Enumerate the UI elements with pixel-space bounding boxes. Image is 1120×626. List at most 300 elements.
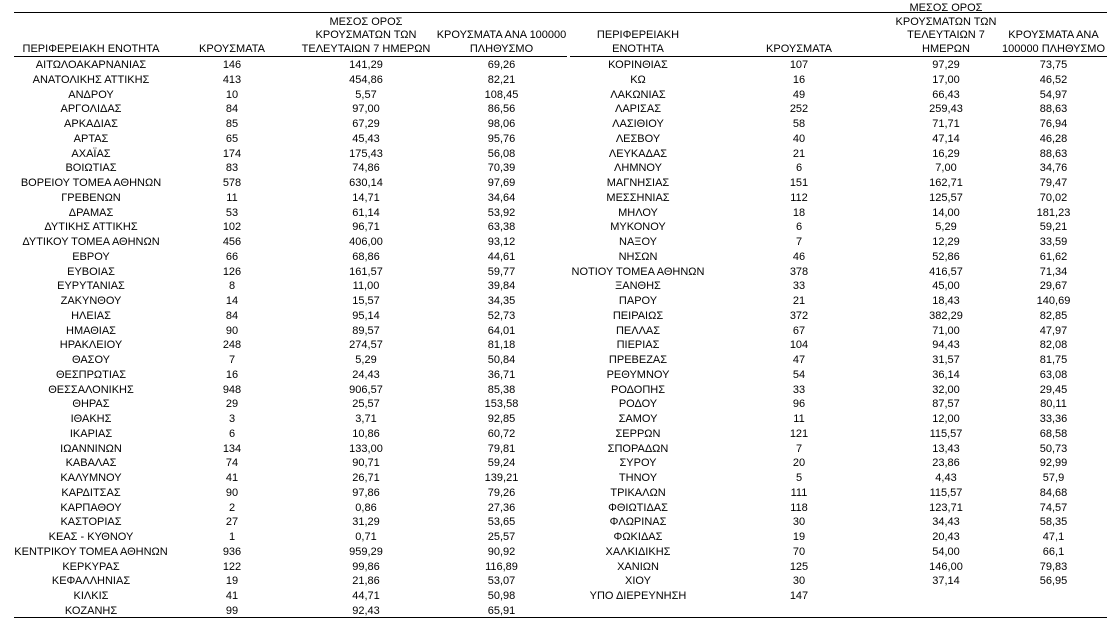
cell-region: ΘΕΣΣΑΛΟΝΙΚΗΣ (48, 383, 134, 396)
table-row (570, 324, 1107, 339)
cell-region: ΚΟΡΙΝΘΙΑΣ (608, 59, 668, 71)
cell-region: ΛΗΜΝΟΥ (614, 162, 662, 175)
cell-region: ΙΚΑΡΙΑΣ (69, 427, 113, 440)
cell-per100k: 34,76 (1039, 162, 1068, 175)
table-row (14, 530, 567, 545)
cell-per100k: 56,08 (487, 147, 516, 160)
cell-per100k: 92,99 (1039, 457, 1068, 470)
cell-per100k: 65,91 (487, 604, 516, 617)
cell-region: ΚΙΛΚΙΣ (73, 590, 109, 602)
cell-per100k: 79,47 (1039, 177, 1068, 189)
cell-cases: 1 (228, 531, 236, 543)
cell-avg7: 24,43 (352, 368, 380, 381)
table-row (14, 574, 567, 589)
table-row (570, 530, 1107, 545)
cell-avg7: 99,86 (352, 560, 380, 573)
cell-per100k: 63,38 (487, 221, 516, 234)
cell-avg7: 630,14 (349, 177, 383, 189)
cell-region: ΘΑΣΟΥ (71, 354, 111, 366)
cell-per100k: 27,36 (487, 501, 516, 514)
cell-per100k: 81,75 (1039, 354, 1068, 366)
cell-region: ΚΕΑΣ - ΚΥΘΝΟΥ (48, 531, 134, 543)
cell-avg7: 959,29 (349, 545, 383, 558)
cell-cases: 102 (222, 221, 242, 234)
cell-per100k: 69,26 (487, 59, 516, 71)
cell-cases: 10 (225, 88, 239, 101)
cell-region: ΛΑΡΙΣΑΣ (614, 103, 661, 116)
cell-avg7: 54,00 (932, 545, 960, 558)
cell-cases: 111 (790, 486, 808, 499)
cell-avg7: 382,29 (929, 309, 963, 322)
cell-avg7: 61,14 (352, 206, 380, 219)
cell-cases: 84 (225, 309, 239, 322)
cell-region: ΙΘΑΚΗΣ (70, 413, 112, 425)
cell-per100k: 116,89 (485, 560, 518, 573)
cell-per100k: 70,39 (487, 162, 516, 175)
cell-avg7: 4,43 (935, 472, 957, 484)
cell-per100k: 53,65 (487, 516, 516, 529)
cell-cases: 30 (792, 516, 806, 529)
cell-per100k: 108,45 (484, 88, 519, 101)
cell-cases: 27 (225, 516, 239, 529)
header-region: ΠΕΡΙΦΕΡΕΙΑΚΗ ΕΝΟΤΗΤΑ (596, 29, 680, 55)
cell-avg7: 162,71 (929, 177, 963, 189)
table-row (570, 560, 1107, 575)
cell-avg7: 71,00 (932, 324, 960, 337)
cell-region: ΝΑΞΟΥ (619, 236, 657, 248)
cell-cases: 30 (792, 575, 806, 588)
cell-cases: 378 (789, 265, 809, 278)
table-row (570, 383, 1107, 398)
cell-region: ΥΠΟ ΔΙΕΡΕΥΝΗΣΗ (589, 590, 687, 602)
table-row (14, 589, 567, 604)
header-avg7: ΜΕΣΟΣ ΟΡΟΣ ΚΡΟΥΣΜΑΤΩΝ ΤΩΝ ΤΕΛΕΥΤΑΙΩΝ 7 ΗΜΕΡΩΝ (301, 15, 431, 55)
cell-avg7: 14,71 (352, 191, 380, 204)
cell-region: ΠΙΕΡΙΑΣ (616, 339, 660, 352)
table-row (570, 191, 1107, 206)
cell-per100k: 53,92 (487, 206, 516, 219)
cell-per100k: 50,84 (487, 354, 516, 366)
cell-cases: 125 (789, 560, 809, 573)
cell-avg7: 115,57 (929, 486, 963, 499)
cell-region: ΕΒΡΟΥ (72, 250, 110, 263)
cell-cases: 84 (225, 103, 239, 116)
cell-cases: 7 (795, 442, 803, 455)
cell-per100k: 95,76 (487, 132, 516, 145)
cell-cases: 21 (792, 147, 806, 160)
cell-cases: 16 (792, 73, 806, 86)
cell-region: ΣΥΡΟΥ (619, 457, 657, 470)
table-row (570, 486, 1107, 501)
cell-region: ΓΡΕΒΕΝΩΝ (61, 191, 121, 204)
cell-per100k: 82,85 (1039, 309, 1068, 322)
cell-per100k: 76,94 (1039, 118, 1068, 130)
cell-cases: 49 (792, 88, 806, 101)
cell-region: ΚΕΡΚΥΡΑΣ (62, 560, 120, 573)
cell-per100k: 46,52 (1039, 73, 1068, 86)
table-row (570, 147, 1107, 162)
table-row (570, 368, 1107, 383)
cell-region: ΦΘΙΩΤΙΔΑΣ (608, 501, 668, 514)
cell-avg7: 259,43 (929, 103, 963, 116)
cell-cases: 66 (225, 250, 239, 263)
cell-avg7: 146,00 (929, 560, 963, 573)
cell-region: ΒΟΙΩΤΙΑΣ (65, 162, 117, 175)
cell-cases: 7 (795, 236, 803, 248)
cell-cases: 41 (225, 590, 239, 602)
table-row (14, 265, 567, 280)
cell-per100k: 97,69 (487, 177, 516, 189)
cell-per100k: 71,34 (1039, 265, 1068, 278)
table-row (14, 235, 567, 250)
table-left-block (14, 12, 567, 619)
cell-per100k: 63,08 (1039, 368, 1068, 381)
cell-avg7: 92,43 (352, 604, 380, 617)
cell-avg7: 3,71 (355, 413, 377, 425)
cell-per100k: 58,35 (1039, 516, 1068, 529)
cell-per100k: 98,06 (487, 118, 516, 130)
table-row (14, 397, 567, 412)
cell-per100k: 88,63 (1039, 147, 1068, 160)
cell-region: ΚΑΒΑΛΑΣ (65, 457, 117, 470)
cell-avg7: 123,71 (929, 501, 963, 514)
table-row (570, 73, 1107, 88)
table-row (570, 501, 1107, 516)
table-row (14, 176, 567, 191)
cell-region: ΑΡΚΑΔΙΑΣ (64, 118, 118, 130)
cell-cases: 90 (225, 324, 239, 337)
cell-cases: 33 (792, 280, 806, 293)
cell-cases: 54 (792, 368, 806, 381)
table-row (570, 58, 1107, 73)
table-row (14, 309, 567, 324)
cell-per100k: 59,77 (487, 265, 516, 278)
cell-per100k: 73,75 (1039, 59, 1068, 71)
table-right-block (570, 2, 1107, 604)
cell-avg7: 406,00 (349, 236, 383, 248)
cell-avg7: 20,43 (932, 531, 960, 543)
table-row (570, 442, 1107, 457)
cell-avg7: 31,29 (352, 516, 380, 529)
cell-avg7 (892, 589, 1000, 604)
cell-cases: 2 (228, 501, 236, 514)
cell-cases: 134 (222, 442, 242, 455)
cell-avg7: 36,14 (932, 368, 960, 381)
table-row (14, 324, 567, 339)
cell-cases: 174 (222, 147, 242, 160)
cell-avg7: 94,43 (932, 339, 960, 352)
cell-avg7: 133,00 (349, 442, 383, 455)
cell-avg7: 416,57 (929, 265, 963, 278)
cell-avg7: 5,57 (355, 88, 377, 101)
cell-per100k: 66,1 (1042, 545, 1065, 558)
cell-region: ΧΑΛΚΙΔΙΚΗΣ (605, 545, 671, 558)
table-row (570, 471, 1107, 486)
cell-cases: 6 (795, 221, 803, 234)
cell-avg7: 44,71 (352, 590, 380, 602)
cell-avg7: 74,86 (352, 162, 380, 175)
table-row (14, 294, 567, 309)
table-row (14, 560, 567, 575)
cell-cases: 19 (225, 575, 239, 588)
header-per100k: ΚΡΟΥΣΜΑΤΑ ΑΝΑ 100000 ΠΛΗΘΥΣΜΟ (436, 29, 567, 55)
cell-avg7: 5,29 (935, 221, 957, 234)
cell-per100k: 81,18 (487, 339, 516, 352)
table-body-left (14, 57, 567, 619)
cell-region: ΖΑΚΥΝΘΟΥ (60, 295, 122, 307)
cell-cases: 3 (228, 413, 236, 425)
cell-avg7: 34,43 (932, 516, 960, 529)
cell-cases: 948 (222, 383, 242, 396)
cell-per100k: 46,28 (1039, 132, 1068, 145)
table-row (570, 220, 1107, 235)
cell-region: ΚΕΦΑΛΛΗΝΙΑΣ (51, 575, 131, 588)
cell-avg7: 32,00 (932, 383, 960, 396)
cell-cases: 85 (225, 118, 239, 130)
cell-region: ΚΑΡΔΙΤΣΑΣ (61, 486, 121, 499)
cell-per100k: 74,57 (1039, 501, 1068, 514)
table-row (14, 220, 567, 235)
header-cases: ΚΡΟΥΣΜΑΤΑ (766, 42, 832, 55)
cell-per100k: 60,72 (487, 427, 516, 440)
cell-cases: 41 (225, 472, 239, 484)
cell-per100k (1000, 589, 1107, 604)
cell-per100k: 52,73 (487, 309, 516, 322)
bottom-rule (14, 617, 1107, 618)
table-row (14, 191, 567, 206)
cell-per100k: 79,81 (487, 442, 516, 455)
cell-region: ΑΝΑΤΟΛΙΚΗΣ ΑΤΤΙΚΗΣ (32, 73, 150, 86)
cell-avg7: 16,29 (932, 147, 960, 160)
table-row (14, 442, 567, 457)
cell-avg7: 89,57 (352, 324, 380, 337)
cell-avg7: 15,57 (352, 295, 380, 307)
table-row (14, 117, 567, 132)
cell-avg7: 0,86 (355, 501, 377, 514)
cell-avg7: 71,71 (932, 118, 960, 130)
table-body-right (570, 57, 1107, 604)
cell-avg7: 67,29 (352, 118, 380, 130)
cell-region: ΠΕΛΛΑΣ (615, 324, 661, 337)
cell-per100k: 47,1 (1042, 531, 1065, 543)
cell-avg7: 97,29 (932, 59, 960, 71)
table-row (14, 501, 567, 516)
cell-cases: 6 (795, 162, 803, 175)
cell-per100k: 139,21 (484, 472, 519, 484)
cell-per100k: 25,57 (487, 531, 516, 543)
table-row (570, 176, 1107, 191)
cell-per100k: 140,69 (1036, 295, 1071, 307)
cell-per100k: 53,07 (487, 575, 516, 588)
header-cases: ΚΡΟΥΣΜΑΤΑ (199, 42, 265, 55)
table-row (14, 486, 567, 501)
cell-cases: 5 (795, 472, 803, 484)
cell-avg7: 14,00 (932, 206, 960, 219)
cell-per100k: 70,02 (1039, 191, 1068, 204)
cell-per100k: 88,63 (1039, 103, 1068, 116)
cell-avg7: 95,14 (352, 309, 380, 322)
cell-region: ΛΕΣΒΟΥ (615, 132, 661, 145)
table-row (14, 279, 567, 294)
cell-cases: 16 (225, 368, 239, 381)
table-row (570, 412, 1107, 427)
cell-cases: 151 (789, 177, 809, 189)
table-row (570, 589, 1107, 604)
cell-cases: 107 (789, 59, 809, 71)
table-header-right (570, 2, 1107, 57)
header-region: ΠΕΡΙΦΕΡΕΙΑΚΗ ΕΝΟΤΗΤΑ (22, 42, 160, 55)
cell-per100k: 39,84 (487, 280, 516, 293)
cell-region: ΔΥΤΙΚΗΣ ΑΤΤΙΚΗΣ (44, 221, 138, 234)
table-row (14, 368, 567, 383)
cell-cases: 372 (789, 309, 809, 322)
cell-avg7: 274,57 (349, 339, 383, 352)
cell-region: ΦΛΩΡΙΝΑΣ (609, 516, 667, 529)
cell-cases: 74 (225, 457, 239, 470)
table-row (570, 309, 1107, 324)
cell-avg7: 23,86 (932, 457, 960, 470)
cell-avg7: 12,00 (932, 413, 960, 425)
table-row (14, 471, 567, 486)
table-row (570, 206, 1107, 221)
header-per100k: ΚΡΟΥΣΜΑΤΑ ΑΝΑ 100000 ΠΛΗΘΥΣΜΟ (1001, 29, 1106, 55)
cell-avg7: 17,00 (932, 73, 960, 86)
cell-avg7: 13,43 (932, 442, 960, 455)
cell-cases: 83 (225, 162, 239, 175)
cell-region: ΑΡΤΑΣ (73, 132, 109, 145)
table-row (14, 206, 567, 221)
table-row (14, 88, 567, 103)
cell-per100k: 85,38 (487, 383, 516, 396)
cell-cases: 96 (792, 398, 806, 411)
cell-per100k: 47,97 (1039, 324, 1068, 337)
cell-region: ΣΑΜΟΥ (618, 413, 658, 425)
cell-avg7: 66,43 (932, 88, 960, 101)
cell-avg7: 175,43 (349, 147, 383, 160)
cell-per100k: 92,85 (487, 413, 516, 425)
table-row (14, 353, 567, 368)
cell-region: ΑΡΓΟΛΙΔΑΣ (60, 103, 122, 116)
cell-region: ΝΗΣΩΝ (618, 250, 658, 263)
cell-avg7: 37,14 (932, 575, 960, 588)
cell-avg7: 47,14 (932, 132, 960, 145)
table-row (14, 58, 567, 73)
cell-region: ΘΗΡΑΣ (72, 398, 110, 411)
cell-avg7: 906,57 (349, 383, 383, 396)
cell-region: ΠΑΡΟΥ (618, 295, 658, 307)
cell-cases: 70 (792, 545, 806, 558)
cell-avg7: 45,00 (932, 280, 960, 293)
cell-per100k: 82,08 (1039, 339, 1068, 352)
cell-cases: 20 (792, 457, 806, 470)
cell-avg7: 31,57 (932, 354, 960, 366)
table-row (570, 265, 1107, 280)
table-row (14, 161, 567, 176)
cell-cases: 8 (228, 280, 236, 293)
cell-per100k: 68,58 (1039, 427, 1068, 440)
cell-region: ΣΠΟΡΑΔΩΝ (607, 442, 669, 455)
cell-cases: 99 (225, 604, 239, 617)
table-row (14, 102, 567, 117)
table-row (14, 412, 567, 427)
cell-per100k: 79,83 (1039, 560, 1068, 573)
cell-avg7: 18,43 (932, 295, 960, 307)
cell-region: ΗΛΕΙΑΣ (71, 309, 111, 322)
table-row (14, 250, 567, 265)
cell-avg7: 11,00 (352, 280, 380, 293)
cell-region: ΡΟΔΟΠΗΣ (610, 383, 666, 396)
cell-per100k: 59,24 (487, 457, 516, 470)
cell-avg7: 97,00 (352, 103, 380, 116)
table-row (570, 456, 1107, 471)
table-row (570, 353, 1107, 368)
table-row (570, 397, 1107, 412)
cell-per100k: 33,59 (1039, 236, 1068, 248)
cell-cases: 67 (792, 324, 806, 337)
cell-per100k: 36,71 (487, 368, 516, 381)
table-row (570, 279, 1107, 294)
table-row (570, 545, 1107, 560)
cell-region: ΚΟΖΑΝΗΣ (64, 604, 118, 617)
cell-region: ΗΜΑΘΙΑΣ (66, 324, 116, 337)
table-row (570, 427, 1107, 442)
cell-avg7: 0,71 (355, 531, 377, 543)
cell-region: ΧΑΝΙΩΝ (617, 560, 659, 573)
cell-region: ΑΧΑΪΑΣ (71, 147, 111, 160)
cell-avg7: 115,57 (929, 427, 963, 440)
cell-region: ΚΑΡΠΑΘΟΥ (60, 501, 122, 514)
cell-cases: 40 (792, 132, 806, 145)
cell-region: ΜΕΣΣΗΝΙΑΣ (606, 191, 670, 204)
cell-region: ΕΥΒΟΙΑΣ (67, 265, 115, 278)
cell-region: ΞΑΝΘΗΣ (615, 280, 661, 293)
cell-per100k: 29,45 (1039, 383, 1068, 396)
cell-avg7: 7,00 (935, 162, 957, 175)
cell-region: ΕΥΡΥΤΑΝΙΑΣ (57, 280, 125, 293)
cell-avg7: 96,71 (352, 221, 380, 234)
cell-avg7: 26,71 (352, 472, 380, 484)
cell-cases: 46 (792, 250, 806, 263)
cell-cases: 121 (789, 427, 809, 440)
cell-cases: 936 (222, 545, 242, 558)
cell-avg7: 25,57 (352, 398, 380, 411)
cell-per100k: 57,9 (1042, 472, 1065, 484)
cell-cases: 118 (790, 501, 808, 514)
table-row (14, 132, 567, 147)
cell-per100k: 80,11 (1040, 398, 1067, 411)
cell-cases: 14 (225, 295, 239, 307)
cell-region: ΙΩΑΝΝΙΝΩΝ (60, 442, 122, 455)
table-row (570, 102, 1107, 117)
cell-per100k: 61,62 (1039, 250, 1068, 263)
cell-region: ΧΙΟΥ (625, 575, 651, 588)
cell-region: ΚΩ (630, 73, 646, 86)
cell-cases: 146 (222, 59, 242, 71)
cell-cases: 578 (222, 177, 242, 189)
table-row (570, 161, 1107, 176)
cell-cases: 456 (222, 236, 242, 248)
table-row (14, 456, 567, 471)
cell-cases: 33 (792, 383, 806, 396)
cell-avg7: 21,86 (352, 575, 380, 588)
cell-region: ΦΩΚΙΔΑΣ (613, 531, 663, 543)
cell-cases: 413 (222, 73, 242, 86)
cell-per100k: 181,23 (1036, 206, 1071, 219)
cell-avg7: 5,29 (355, 354, 377, 366)
cell-region: ΚΕΝΤΡΙΚΟΥ ΤΟΜΕΑ ΑΘΗΝΩΝ (14, 545, 168, 558)
cell-per100k: 153,58 (484, 398, 519, 411)
cell-per100k: 79,26 (487, 486, 516, 499)
